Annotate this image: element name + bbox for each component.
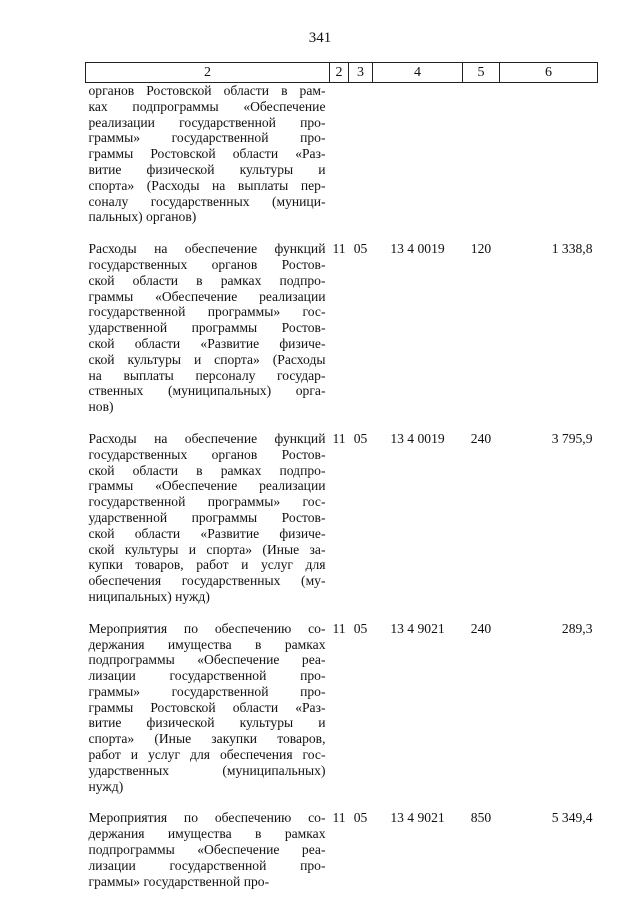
description-line: соналу государственных (муници- bbox=[88, 193, 326, 209]
description-line: работ и услуг для обеспечения гос- bbox=[88, 747, 326, 763]
row-spacer bbox=[86, 794, 598, 810]
description-line: ударственной программы Ростов- bbox=[88, 509, 326, 525]
spacer-cell bbox=[500, 225, 598, 241]
row-expense-type: 850 bbox=[470, 810, 492, 826]
description-line: подпрограммы «Обеспечение реа- bbox=[88, 842, 326, 858]
description-line: ударственных (муниципальных) bbox=[88, 762, 326, 778]
description-line: реализации государственной про- bbox=[88, 114, 326, 130]
table-row bbox=[86, 83, 598, 226]
description-line: ках подпрограммы «Обеспечение bbox=[88, 98, 326, 114]
row-expense-type bbox=[463, 83, 500, 226]
description-line: граммы «Обеспечение реализации bbox=[88, 478, 326, 494]
spacer-cell bbox=[349, 794, 373, 810]
row-expense-type: 240 bbox=[470, 620, 492, 636]
description-line: граммы Ростовской области «Раз- bbox=[88, 699, 326, 715]
row-subsection-code: 05 bbox=[353, 430, 368, 446]
spacer-cell bbox=[330, 415, 349, 431]
row-spacer bbox=[86, 415, 598, 431]
description-line: спорта» (Иные закупки товаров, bbox=[88, 731, 326, 747]
spacer-cell bbox=[86, 225, 330, 241]
spacer-cell bbox=[500, 794, 598, 810]
row-amount bbox=[500, 83, 598, 226]
description-line: граммы Ростовской области «Раз- bbox=[88, 146, 326, 162]
spacer-cell bbox=[463, 225, 500, 241]
header-col-subsection: 3 bbox=[349, 63, 373, 83]
description-line: государственной программы» гос- bbox=[88, 494, 326, 510]
description-line: спорта» (Расходы на выплаты пер- bbox=[88, 177, 326, 193]
row-section-code: 11 bbox=[332, 430, 346, 446]
header-col-amount: 6 bbox=[500, 63, 598, 83]
description-line: купки товаров, работ и услуг для bbox=[88, 557, 326, 573]
spacer-cell bbox=[463, 605, 500, 621]
description-line: ственных (муниципальных) орга- bbox=[88, 383, 326, 399]
row-target-article: 13 4 0019 bbox=[390, 430, 445, 446]
table-row bbox=[86, 431, 598, 605]
row-subsection-code bbox=[349, 83, 373, 226]
description-line: ской области «Развитие физиче- bbox=[88, 335, 326, 351]
description-line: Расходы на обеспечение функций bbox=[88, 430, 326, 446]
row-subsection-code: 05 bbox=[353, 620, 368, 636]
row-expense-type: 240 bbox=[470, 430, 492, 446]
description-line: ударственной программы Ростов- bbox=[88, 320, 326, 336]
row-section-code: 11 bbox=[332, 810, 346, 826]
spacer-cell bbox=[500, 415, 598, 431]
spacer-cell bbox=[86, 605, 330, 621]
spacer-cell bbox=[500, 605, 598, 621]
header-col-expense-type: 5 bbox=[463, 63, 500, 83]
description-line: государственной программы» гос- bbox=[88, 304, 326, 320]
description-line: государственных органов Ростов- bbox=[88, 256, 326, 272]
page-number: 341 bbox=[308, 30, 332, 46]
description-line: граммы» государственной про- bbox=[88, 873, 270, 889]
spacer-cell bbox=[349, 225, 373, 241]
description-line: витие физической культуры и bbox=[88, 161, 326, 177]
spacer-cell bbox=[373, 415, 463, 431]
row-description bbox=[86, 241, 330, 415]
row-section-code: 11 bbox=[332, 241, 346, 257]
row-section-code: 11 bbox=[332, 620, 346, 636]
header-col-section: 2 bbox=[330, 63, 349, 83]
description-line: государственных органов Ростов- bbox=[88, 446, 326, 462]
description-line: граммы «Обеспечение реализации bbox=[88, 288, 326, 304]
description-line: нужд) bbox=[88, 778, 124, 794]
description-line: лизации государственной про- bbox=[88, 857, 326, 873]
description-line: Мероприятия по обеспечению со- bbox=[88, 620, 326, 636]
spacer-cell bbox=[86, 794, 330, 810]
table-row bbox=[86, 810, 598, 889]
row-amount: 1 338,8 bbox=[551, 241, 593, 257]
row-description bbox=[86, 83, 330, 226]
spacer-cell bbox=[463, 415, 500, 431]
description-line: держания имущества в рамках bbox=[88, 826, 326, 842]
spacer-cell bbox=[349, 605, 373, 621]
spacer-cell bbox=[373, 794, 463, 810]
description-line: нов) bbox=[88, 399, 114, 415]
spacer-cell bbox=[86, 415, 330, 431]
spacer-cell bbox=[330, 605, 349, 621]
row-description bbox=[86, 810, 330, 889]
row-target-article: 13 4 9021 bbox=[390, 620, 445, 636]
row-subsection-code: 05 bbox=[353, 810, 368, 826]
row-spacer bbox=[86, 605, 598, 621]
header-col-name: 2 bbox=[86, 63, 330, 83]
description-line: ской культуры и спорта» (Иные за- bbox=[88, 541, 326, 557]
row-spacer bbox=[86, 225, 598, 241]
description-line: ской области в рамках подпро- bbox=[88, 272, 326, 288]
row-subsection-code: 05 bbox=[353, 241, 368, 257]
row-target-article: 13 4 9021 bbox=[390, 810, 445, 826]
row-expense-type: 120 bbox=[470, 241, 492, 257]
table-row bbox=[86, 241, 598, 415]
row-target-article bbox=[373, 83, 463, 226]
spacer-cell bbox=[373, 605, 463, 621]
row-description bbox=[86, 621, 330, 795]
description-line: подпрограммы «Обеспечение реа- bbox=[88, 652, 326, 668]
row-description bbox=[86, 431, 330, 605]
table-body bbox=[86, 83, 598, 890]
spacer-cell bbox=[349, 415, 373, 431]
header-col-target-article: 4 bbox=[373, 63, 463, 83]
row-target-article: 13 4 0019 bbox=[390, 241, 445, 257]
description-line: ской области «Развитие физиче- bbox=[88, 525, 326, 541]
description-line: ской культуры и спорта» (Расходы bbox=[88, 351, 326, 367]
spacer-cell bbox=[330, 225, 349, 241]
description-line: Расходы на обеспечение функций bbox=[88, 241, 326, 257]
row-amount: 5 349,4 bbox=[551, 810, 593, 826]
row-amount: 3 795,9 bbox=[551, 430, 593, 446]
description-line: Мероприятия по обеспечению со- bbox=[88, 810, 326, 826]
description-line: лизации государственной про- bbox=[88, 668, 326, 684]
description-line: пальных) органов) bbox=[88, 209, 197, 225]
description-line: ниципальных) нужд) bbox=[88, 588, 210, 604]
description-line: органов Ростовской области в рам- bbox=[88, 83, 326, 98]
description-line: граммы» государственной про- bbox=[88, 130, 326, 146]
description-line: витие физической культуры и bbox=[88, 715, 326, 731]
spacer-cell bbox=[330, 794, 349, 810]
row-section-code bbox=[330, 83, 349, 226]
table-row bbox=[86, 621, 598, 795]
description-line: обеспечения государственных (му- bbox=[88, 573, 326, 589]
description-line: граммы» государственной про- bbox=[88, 683, 326, 699]
description-line: ской области в рамках подпро- bbox=[88, 462, 326, 478]
description-line: на выплаты персоналу государ- bbox=[88, 367, 326, 383]
table-header bbox=[86, 63, 598, 83]
row-amount: 289,3 bbox=[561, 620, 593, 636]
spacer-cell bbox=[463, 794, 500, 810]
budget-table bbox=[85, 62, 598, 889]
spacer-cell bbox=[373, 225, 463, 241]
description-line: держания имущества в рамках bbox=[88, 636, 326, 652]
